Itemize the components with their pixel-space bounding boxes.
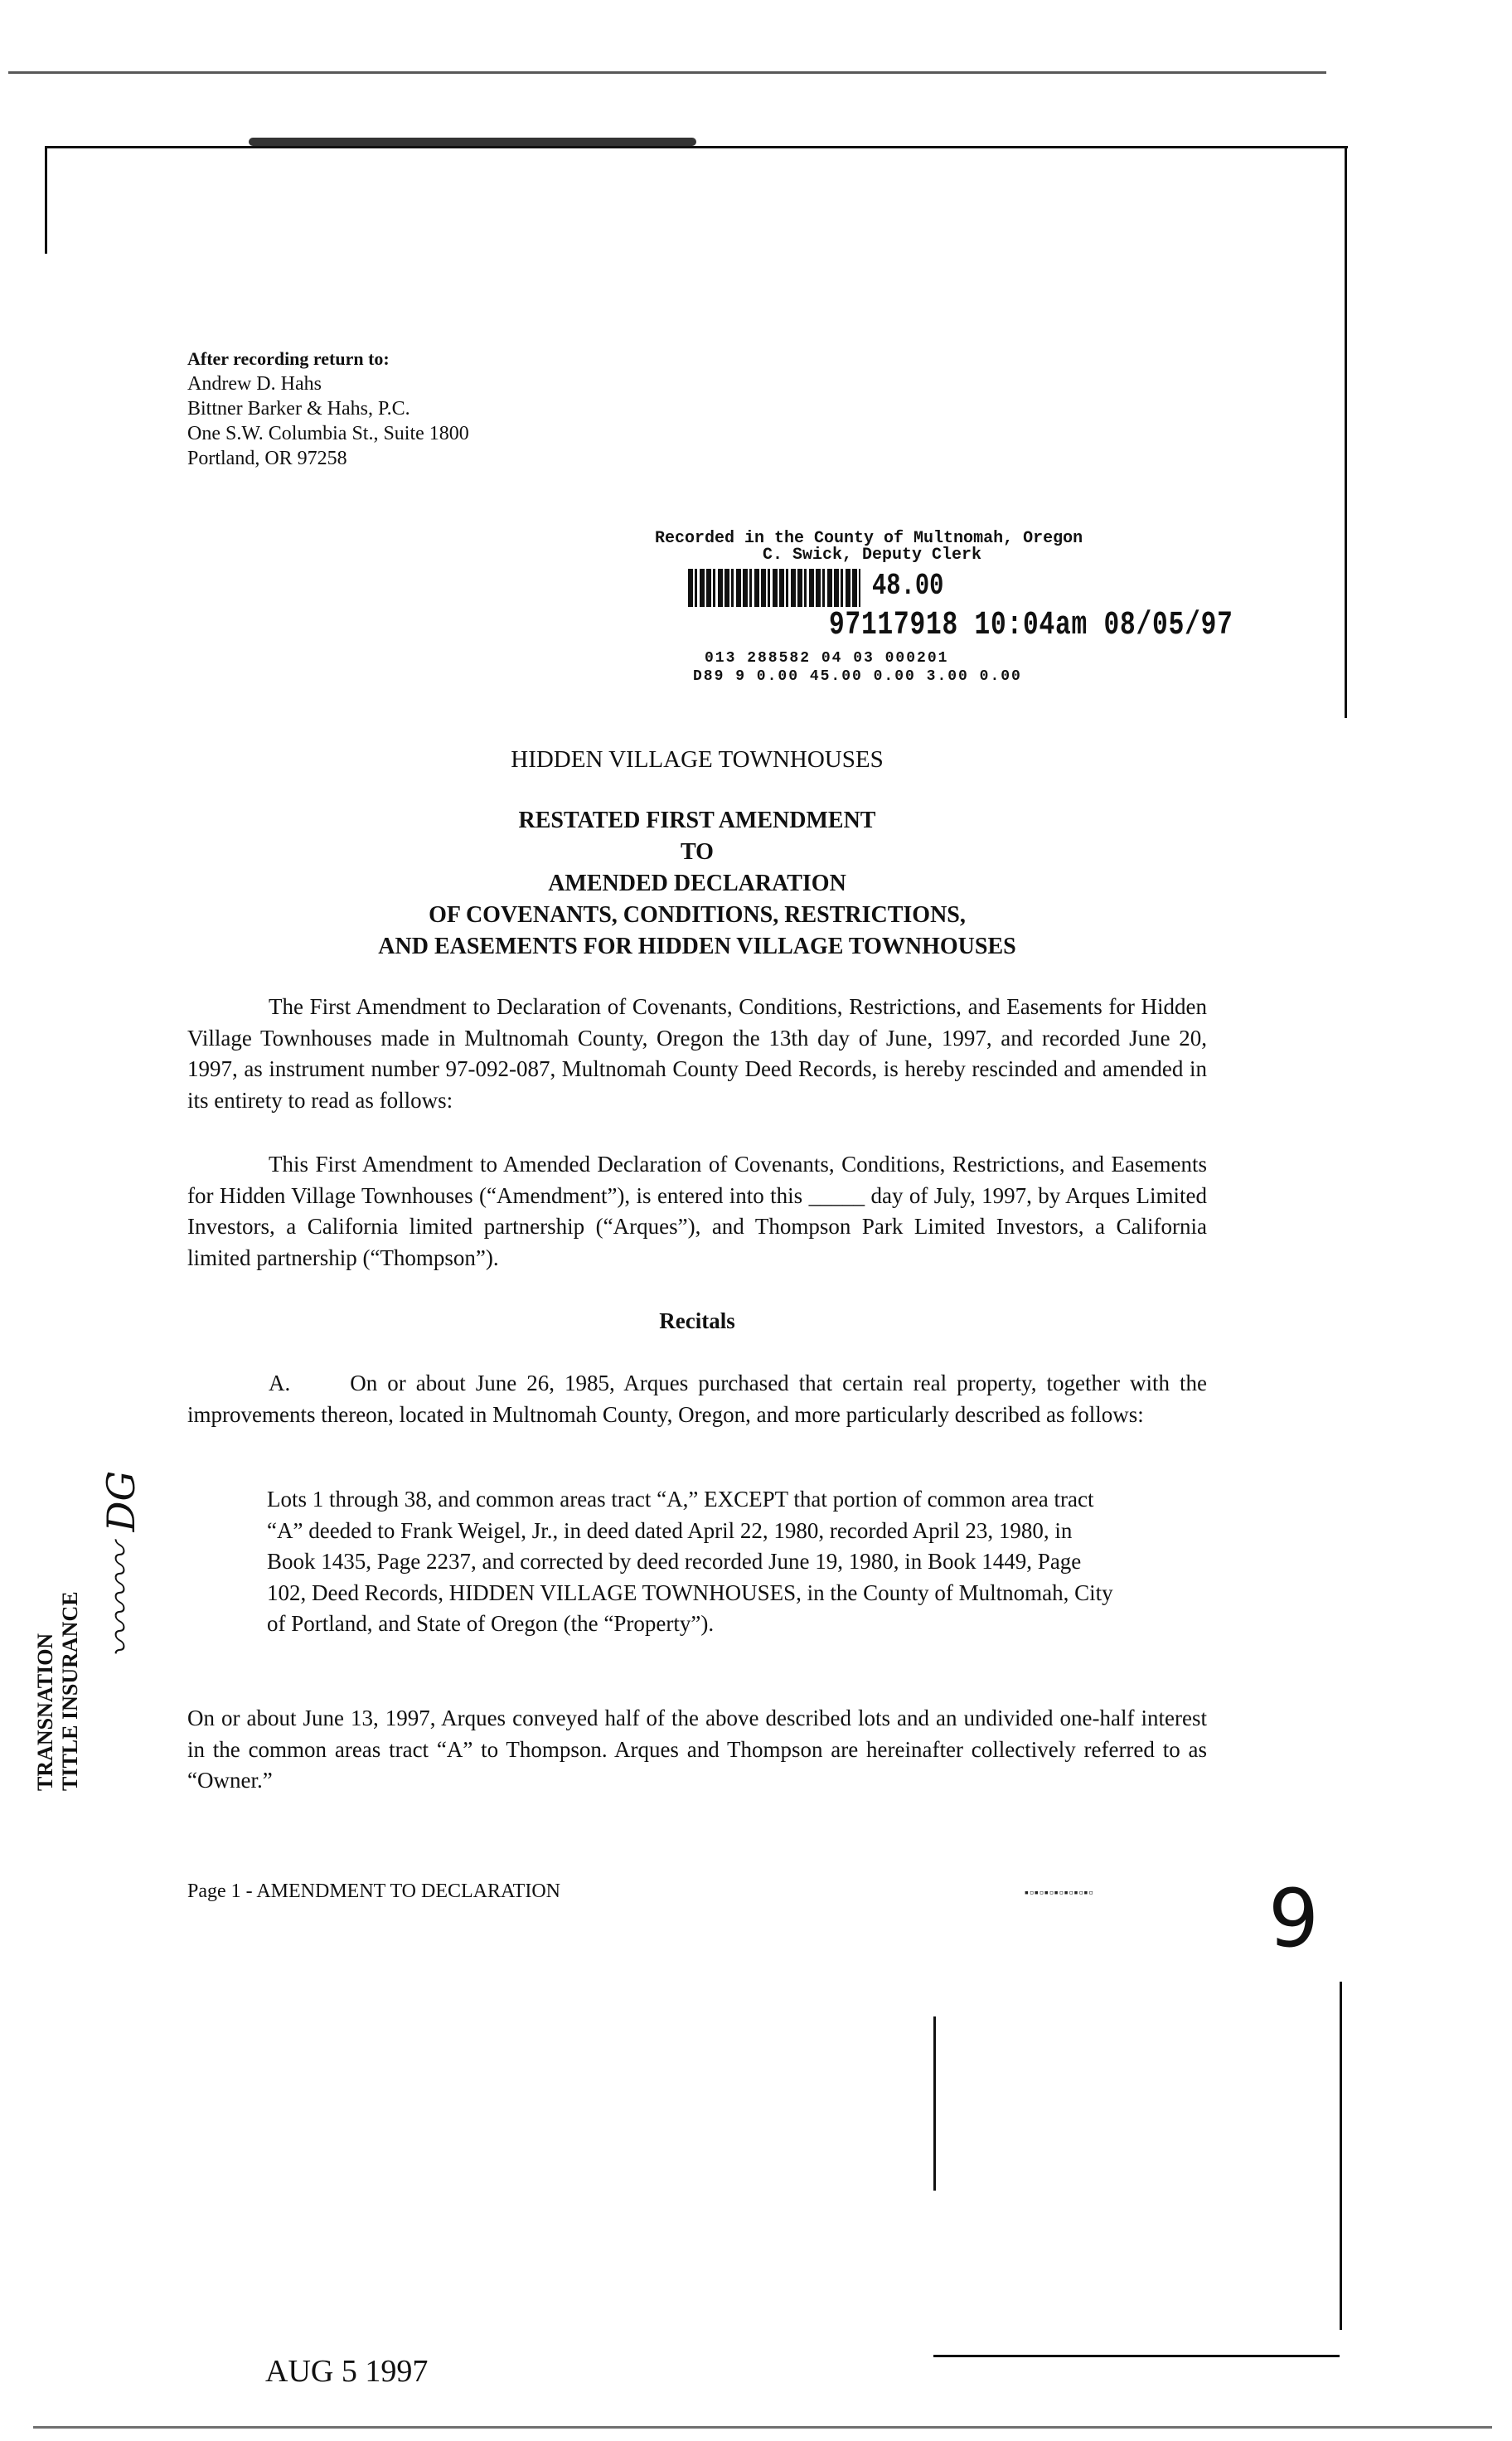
scan-border-top — [8, 71, 1326, 74]
scan-mark-right — [933, 2016, 936, 2191]
title-line-4: OF COVENANTS, CONDITIONS, RESTRICTIONS, — [429, 902, 966, 928]
recitals-heading: Recitals — [659, 1308, 735, 1333]
footer-faint-code-icon: ▪▫▪▫▪▫▪▫▪▫▪▫▪▫ — [1025, 1887, 1094, 1900]
paragraph-recital-a: A. On or about June 26, 1985, Arques purchased that certain real property, together with the improvements thereon, located in Multnomah County, Oregon, and more particularly described as follows: — [187, 1371, 1207, 1427]
recording-stamp-instrument: 97117918 10:04am 08/05/97 — [829, 607, 1233, 644]
received-date-stamp: AUG 5 1997 — [265, 2354, 429, 2389]
recording-stamp-line1: Recorded in the County of Multnomah, Oregon — [655, 529, 1083, 548]
return-line-city: Portland, OR 97258 — [187, 448, 347, 469]
return-header: After recording return to: — [187, 348, 390, 369]
recording-stamp-amount: 48.00 — [872, 569, 944, 603]
handwritten-order-number-icon: 〰〰〰 DG — [99, 1470, 143, 1658]
title-line-3: AMENDED DECLARATION — [548, 871, 846, 896]
paragraph-conveyance: On or about June 13, 1997, Arques conveyed half of the above described lots and an undivided one-half interest in the common areas tract “A” to Thompson. Arques and Thompson are hereinafter collectively referred to as “Owner.” — [187, 1706, 1207, 1793]
title-line-2: TO — [681, 839, 714, 865]
scan-border-frame-right — [1345, 146, 1347, 718]
paragraph-rescission: The First Amendment to Declaration of Covenants, Conditions, Restrictions, and Easements for Hidden Village Townhouses made in Multnomah County, Oregon the 13th day of June, 1997, and recorded June 20, 1997, as instrument number 97-092-087, Multnomah County Deed Records, is hereby rescinded and amended in its entirety to read as follows: — [187, 994, 1207, 1113]
legal-description: Lots 1 through 38, and common areas tract “A,” EXCEPT that portion of common area tract “A” deeded to Frank Weigel, Jr., in deed dated April 22, 1980, recorded April 23, 1980, in Book 1435, Page 2237, and corrected by deed recorded June 19, 1980, in Book 1449, Page 102, Deed Records, HIDDEN VILLAGE TOWNHOUSES, in the County of Multnomah, City of Portland, and State of Oregon (the “Property”). — [267, 1487, 1113, 1636]
page-footer-label: Page 1 - AMENDMENT TO DECLARATION — [187, 1880, 560, 1902]
side-stamp-line2: TITLE INSURANCE — [58, 1591, 82, 1791]
recording-stamp-line5: D89 9 0.00 45.00 0.00 3.00 0.00 — [693, 668, 1022, 685]
paragraph-parties: This First Amendment to Amended Declaration of Covenants, Conditions, Restrictions, and Easements for Hidden Village Townhouses (“Amendment”), is entered into this _____ day of July, 1997, by Arques Limited Investors, a California limited partnership (“Arques”), and Thompson Park Limited Investors, a California limited partnership (“Thompson”). — [187, 1152, 1207, 1270]
handwritten-page-number: 9 — [1268, 1872, 1320, 1965]
return-line-firm: Bittner Barker & Hahs, P.C. — [187, 398, 410, 420]
scan-mark-right-3 — [933, 2355, 1340, 2357]
return-line-street: One S.W. Columbia St., Suite 1800 — [187, 423, 469, 444]
barcode-icon — [688, 569, 860, 607]
return-line-name: Andrew D. Hahs — [187, 373, 322, 395]
title-line-1: RESTATED FIRST AMENDMENT — [518, 808, 876, 833]
scan-border-frame-left — [45, 146, 47, 254]
title-line-5: AND EASEMENTS FOR HIDDEN VILLAGE TOWNHOUSES — [378, 934, 1016, 959]
scan-smudge-top — [249, 138, 696, 146]
scan-border-bottom — [33, 2426, 1492, 2429]
document-project-title: HIDDEN VILLAGE TOWNHOUSES — [511, 746, 884, 773]
scan-mark-right-2 — [1340, 1982, 1342, 2330]
recording-stamp-line2: C. Swick, Deputy Clerk — [763, 546, 982, 565]
side-stamp-line1: TRANSNATION — [33, 1633, 57, 1791]
return-address-block — [187, 347, 469, 471]
recording-stamp-line4: 013 288582 04 03 000201 — [705, 650, 949, 667]
scan-border-frame-top — [46, 146, 1348, 148]
title-company-side-stamp — [33, 1591, 83, 1791]
